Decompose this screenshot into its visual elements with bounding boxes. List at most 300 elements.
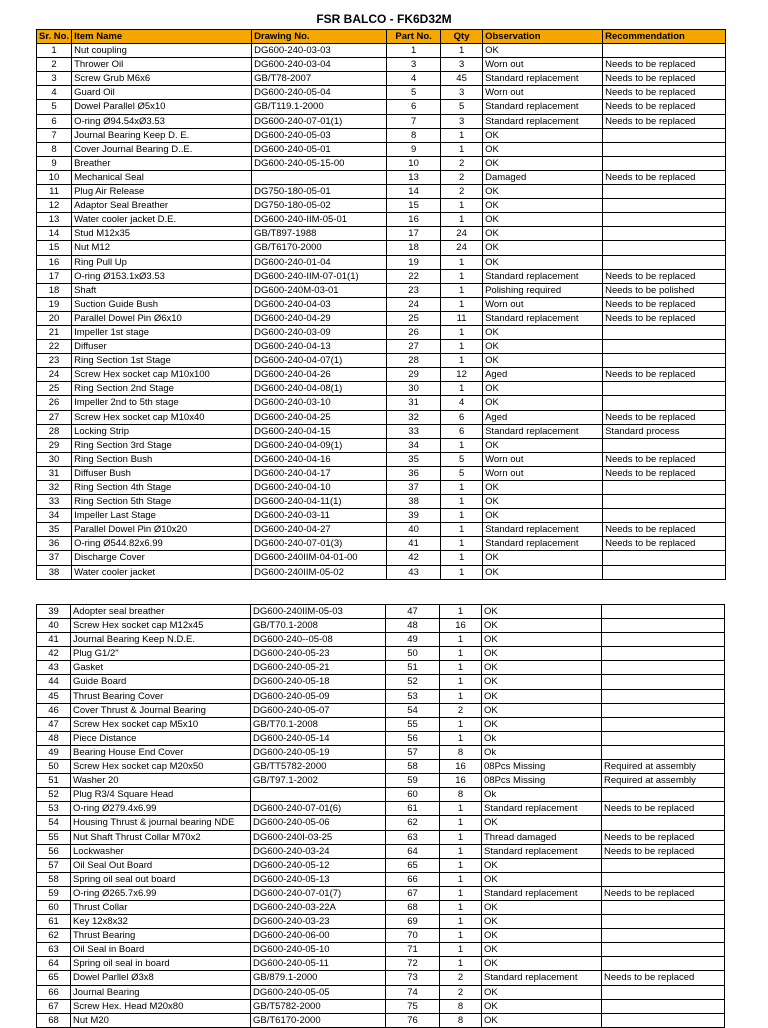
sr-no-cell: 30 bbox=[37, 452, 72, 466]
item-name-cell: Screw Hex. Head M20x80 bbox=[71, 999, 251, 1013]
observation-cell: Aged bbox=[483, 368, 603, 382]
drawing-no-cell: DG600-240M-03-01 bbox=[252, 283, 387, 297]
drawing-no-cell: DG600-240-03-03 bbox=[252, 44, 387, 58]
table-row bbox=[37, 717, 725, 731]
part-no-cell: 24 bbox=[387, 297, 441, 311]
qty-cell: 2 bbox=[441, 156, 483, 170]
item-name-cell: Suction Guide Bush bbox=[72, 297, 252, 311]
sr-no-cell: 20 bbox=[37, 311, 72, 325]
sr-no-cell: 4 bbox=[37, 86, 72, 100]
item-name-cell: Thrust Bearing Cover bbox=[71, 689, 251, 703]
table-row bbox=[37, 703, 725, 717]
item-name-cell: Journal Bearing Keep N.D.E. bbox=[71, 633, 251, 647]
table-row bbox=[37, 255, 726, 269]
item-name-cell: Impeller 2nd to 5th stage bbox=[72, 396, 252, 410]
observation-cell: OK bbox=[482, 816, 602, 830]
part-no-cell: 1 bbox=[387, 44, 441, 58]
part-no-cell: 53 bbox=[386, 689, 440, 703]
qty-cell: 2 bbox=[441, 170, 483, 184]
qty-cell: 1 bbox=[440, 900, 482, 914]
sr-no-cell: 47 bbox=[37, 717, 71, 731]
recommendation-cell bbox=[602, 703, 725, 717]
sr-no-cell: 55 bbox=[37, 830, 71, 844]
sr-no-cell: 27 bbox=[37, 410, 72, 424]
sr-no-cell: 48 bbox=[37, 731, 71, 745]
part-no-cell: 43 bbox=[387, 565, 441, 579]
drawing-no-cell: DG600-240-05-12 bbox=[251, 858, 386, 872]
observation-cell: Thread damaged bbox=[482, 830, 602, 844]
recommendation-cell bbox=[603, 551, 726, 565]
sr-no-cell: 44 bbox=[37, 675, 71, 689]
observation-cell: Damaged bbox=[483, 170, 603, 184]
part-no-cell: 75 bbox=[386, 999, 440, 1013]
part-no-cell: 4 bbox=[387, 72, 441, 86]
header-qty: Qty bbox=[441, 30, 483, 44]
sr-no-cell: 19 bbox=[37, 297, 72, 311]
drawing-no-cell: DG600-240-05-15-00 bbox=[252, 156, 387, 170]
drawing-no-cell: DG600-240-03-10 bbox=[252, 396, 387, 410]
parts-table-top bbox=[36, 29, 726, 580]
observation-cell: OK bbox=[483, 199, 603, 213]
drawing-no-cell: DG600-240-05-09 bbox=[251, 689, 386, 703]
observation-cell: OK bbox=[483, 481, 603, 495]
part-no-cell: 29 bbox=[387, 368, 441, 382]
recommendation-cell bbox=[603, 185, 726, 199]
item-name-cell: O-ring Ø94.54xØ3.53 bbox=[72, 114, 252, 128]
table-row bbox=[37, 311, 726, 325]
observation-cell: OK bbox=[483, 551, 603, 565]
item-name-cell: Stud M12x35 bbox=[72, 227, 252, 241]
part-no-cell: 35 bbox=[387, 452, 441, 466]
item-name-cell: Bearing House End Cover bbox=[71, 745, 251, 759]
observation-cell: Standard replacement bbox=[483, 114, 603, 128]
table-header-row bbox=[37, 30, 726, 44]
sr-no-cell: 45 bbox=[37, 689, 71, 703]
sr-no-cell: 43 bbox=[37, 661, 71, 675]
observation-cell: OK bbox=[483, 340, 603, 354]
recommendation-cell: Needs to be replaced bbox=[603, 297, 726, 311]
item-name-cell: Screw Hex socket cap M20x50 bbox=[71, 760, 251, 774]
item-name-cell: Nut Shaft Thrust Collar M70x2 bbox=[71, 830, 251, 844]
table-row bbox=[37, 830, 725, 844]
header-drawing-no: Drawing No. bbox=[252, 30, 387, 44]
sr-no-cell: 40 bbox=[37, 619, 71, 633]
drawing-no-cell: DG600-240-04-10 bbox=[252, 481, 387, 495]
drawing-no-cell: DG600-240IIM-05-02 bbox=[252, 565, 387, 579]
item-name-cell: Dowel Parllel Ø3x8 bbox=[71, 971, 251, 985]
drawing-no-cell: GB/879.1-2000 bbox=[251, 971, 386, 985]
qty-cell: 1 bbox=[440, 830, 482, 844]
table-row bbox=[37, 354, 726, 368]
qty-cell: 8 bbox=[440, 788, 482, 802]
item-name-cell: Thrower Oil bbox=[72, 58, 252, 72]
table-row bbox=[37, 44, 726, 58]
observation-cell: Standard replacement bbox=[483, 269, 603, 283]
item-name-cell: Cover Thrust & Journal Bearing bbox=[71, 703, 251, 717]
recommendation-cell: Needs to be replaced bbox=[602, 886, 725, 900]
drawing-no-cell: DG600-240-03-23 bbox=[251, 915, 386, 929]
drawing-no-cell: DG600-240-04-13 bbox=[252, 340, 387, 354]
qty-cell: 8 bbox=[440, 999, 482, 1013]
part-no-cell: 47 bbox=[386, 605, 440, 619]
drawing-no-cell: DG600-240-04-16 bbox=[252, 452, 387, 466]
drawing-no-cell: DG600-240I-03-25 bbox=[251, 830, 386, 844]
table-row bbox=[37, 199, 726, 213]
part-no-cell: 9 bbox=[387, 142, 441, 156]
drawing-no-cell: GB/T897-1988 bbox=[252, 227, 387, 241]
drawing-no-cell: DG600-240--05-08 bbox=[251, 633, 386, 647]
table-row bbox=[37, 943, 725, 957]
qty-cell: 2 bbox=[440, 985, 482, 999]
sr-no-cell: 66 bbox=[37, 985, 71, 999]
drawing-no-cell: DG600-240-03-22A bbox=[251, 900, 386, 914]
part-no-cell: 63 bbox=[386, 830, 440, 844]
part-no-cell: 8 bbox=[387, 128, 441, 142]
recommendation-cell bbox=[602, 999, 725, 1013]
drawing-no-cell: DG600-240-06-00 bbox=[251, 929, 386, 943]
observation-cell: OK bbox=[482, 999, 602, 1013]
part-no-cell: 64 bbox=[386, 844, 440, 858]
observation-cell: OK bbox=[483, 213, 603, 227]
table-row bbox=[37, 745, 725, 759]
observation-cell: Standard replacement bbox=[483, 523, 603, 537]
part-no-cell: 48 bbox=[386, 619, 440, 633]
parts-table-top-body bbox=[37, 44, 726, 580]
recommendation-cell bbox=[602, 731, 725, 745]
observation-cell: OK bbox=[482, 915, 602, 929]
table-row bbox=[37, 269, 726, 283]
recommendation-cell bbox=[602, 900, 725, 914]
recommendation-cell bbox=[602, 929, 725, 943]
recommendation-cell: Needs to be replaced bbox=[603, 466, 726, 480]
table-row bbox=[37, 325, 726, 339]
recommendation-cell: Needs to be replaced bbox=[603, 114, 726, 128]
qty-cell: 1 bbox=[441, 495, 483, 509]
item-name-cell: Gasket bbox=[71, 661, 251, 675]
observation-cell: OK bbox=[482, 619, 602, 633]
observation-cell: OK bbox=[483, 565, 603, 579]
sr-no-cell: 8 bbox=[37, 142, 72, 156]
table-row bbox=[37, 297, 726, 311]
recommendation-cell: Needs to be polished bbox=[603, 283, 726, 297]
observation-cell: OK bbox=[483, 44, 603, 58]
part-no-cell: 40 bbox=[387, 523, 441, 537]
table-row bbox=[37, 72, 726, 86]
recommendation-cell bbox=[602, 745, 725, 759]
sr-no-cell: 31 bbox=[37, 466, 72, 480]
drawing-no-cell: DG600-240-05-07 bbox=[251, 703, 386, 717]
qty-cell: 4 bbox=[441, 396, 483, 410]
sr-no-cell: 62 bbox=[37, 929, 71, 943]
header-part-no: Part No. bbox=[387, 30, 441, 44]
part-no-cell: 62 bbox=[386, 816, 440, 830]
observation-cell: OK bbox=[483, 185, 603, 199]
part-no-cell: 49 bbox=[386, 633, 440, 647]
item-name-cell: Screw Hex socket cap M10x40 bbox=[72, 410, 252, 424]
item-name-cell: Ring Section 1st Stage bbox=[72, 354, 252, 368]
sr-no-cell: 51 bbox=[37, 774, 71, 788]
item-name-cell: Ring Section Bush bbox=[72, 452, 252, 466]
recommendation-cell: Needs to be replaced bbox=[603, 86, 726, 100]
item-name-cell: O-ring Ø153.1xØ3.53 bbox=[72, 269, 252, 283]
recommendation-cell: Needs to be replaced bbox=[603, 311, 726, 325]
sr-no-cell: 56 bbox=[37, 844, 71, 858]
part-no-cell: 42 bbox=[387, 551, 441, 565]
item-name-cell: Spring oil seal in board bbox=[71, 957, 251, 971]
recommendation-cell: Needs to be replaced bbox=[602, 971, 725, 985]
sr-no-cell: 11 bbox=[37, 185, 72, 199]
item-name-cell: Screw Grub M6x6 bbox=[72, 72, 252, 86]
recommendation-cell bbox=[602, 788, 725, 802]
observation-cell: OK bbox=[483, 354, 603, 368]
recommendation-cell bbox=[602, 605, 725, 619]
recommendation-cell bbox=[602, 717, 725, 731]
qty-cell: 1 bbox=[441, 213, 483, 227]
part-no-cell: 65 bbox=[386, 858, 440, 872]
observation-cell: OK bbox=[483, 156, 603, 170]
qty-cell: 1 bbox=[440, 647, 482, 661]
qty-cell: 1 bbox=[440, 844, 482, 858]
drawing-no-cell bbox=[251, 788, 386, 802]
part-no-cell: 27 bbox=[387, 340, 441, 354]
qty-cell: 3 bbox=[441, 86, 483, 100]
observation-cell: OK bbox=[483, 396, 603, 410]
item-name-cell: Washer 20 bbox=[71, 774, 251, 788]
recommendation-cell bbox=[603, 565, 726, 579]
part-no-cell: 23 bbox=[387, 283, 441, 297]
part-no-cell: 17 bbox=[387, 227, 441, 241]
table-row bbox=[37, 731, 725, 745]
sr-no-cell: 61 bbox=[37, 915, 71, 929]
drawing-no-cell bbox=[252, 170, 387, 184]
recommendation-cell: Needs to be replaced bbox=[603, 452, 726, 466]
table-row bbox=[37, 128, 726, 142]
drawing-no-cell: DG600-240-04-29 bbox=[252, 311, 387, 325]
item-name-cell: Lockwasher bbox=[71, 844, 251, 858]
table-row bbox=[37, 537, 726, 551]
recommendation-cell bbox=[602, 661, 725, 675]
part-no-cell: 72 bbox=[386, 957, 440, 971]
qty-cell: 5 bbox=[441, 452, 483, 466]
drawing-no-cell: DG750-180-05-01 bbox=[252, 185, 387, 199]
recommendation-cell bbox=[602, 957, 725, 971]
recommendation-cell bbox=[603, 227, 726, 241]
sr-no-cell: 25 bbox=[37, 382, 72, 396]
table-row bbox=[37, 774, 725, 788]
recommendation-cell bbox=[603, 396, 726, 410]
drawing-no-cell: DG600-240-04-25 bbox=[252, 410, 387, 424]
sr-no-cell: 7 bbox=[37, 128, 72, 142]
qty-cell: 1 bbox=[440, 731, 482, 745]
drawing-no-cell: GB/T78-2007 bbox=[252, 72, 387, 86]
item-name-cell: Thrust Collar bbox=[71, 900, 251, 914]
qty-cell: 1 bbox=[440, 633, 482, 647]
observation-cell: OK bbox=[483, 142, 603, 156]
qty-cell: 8 bbox=[440, 1013, 482, 1027]
item-name-cell: Mechanical Seal bbox=[72, 170, 252, 184]
sr-no-cell: 12 bbox=[37, 199, 72, 213]
part-no-cell: 28 bbox=[387, 354, 441, 368]
table-row bbox=[37, 985, 725, 999]
drawing-no-cell: DG600-240-05-01 bbox=[252, 142, 387, 156]
sr-no-cell: 2 bbox=[37, 58, 72, 72]
qty-cell: 1 bbox=[441, 297, 483, 311]
table-row bbox=[37, 647, 725, 661]
part-no-cell: 36 bbox=[387, 466, 441, 480]
qty-cell: 1 bbox=[440, 929, 482, 943]
sr-no-cell: 41 bbox=[37, 633, 71, 647]
sr-no-cell: 18 bbox=[37, 283, 72, 297]
observation-cell: Standard replacement bbox=[483, 537, 603, 551]
qty-cell: 1 bbox=[441, 354, 483, 368]
observation-cell: OK bbox=[482, 1013, 602, 1027]
drawing-no-cell: DG600-240-04-17 bbox=[252, 466, 387, 480]
sr-no-cell: 9 bbox=[37, 156, 72, 170]
item-name-cell: Shaft bbox=[72, 283, 252, 297]
observation-cell: OK bbox=[483, 509, 603, 523]
sr-no-cell: 14 bbox=[37, 227, 72, 241]
recommendation-cell bbox=[602, 647, 725, 661]
part-no-cell: 52 bbox=[386, 675, 440, 689]
item-name-cell: Diffuser bbox=[72, 340, 252, 354]
recommendation-cell bbox=[603, 325, 726, 339]
qty-cell: 5 bbox=[441, 100, 483, 114]
table-row bbox=[37, 886, 725, 900]
part-no-cell: 76 bbox=[386, 1013, 440, 1027]
table-row bbox=[37, 509, 726, 523]
drawing-no-cell: DG600-240-01-04 bbox=[252, 255, 387, 269]
drawing-no-cell: DG600-240IIM-05-03 bbox=[251, 605, 386, 619]
drawing-no-cell: DG600-240-05-04 bbox=[252, 86, 387, 100]
observation-cell: OK bbox=[483, 255, 603, 269]
item-name-cell: Nut M12 bbox=[72, 241, 252, 255]
table-row bbox=[37, 340, 726, 354]
table-row bbox=[37, 675, 725, 689]
recommendation-cell bbox=[602, 633, 725, 647]
part-no-cell: 38 bbox=[387, 495, 441, 509]
drawing-no-cell: GB/T6170-2000 bbox=[251, 1013, 386, 1027]
table-row bbox=[37, 396, 726, 410]
observation-cell: Ok bbox=[482, 745, 602, 759]
table-row bbox=[37, 227, 726, 241]
item-name-cell: Ring Section 3rd Stage bbox=[72, 438, 252, 452]
observation-cell: 08Pcs Missing bbox=[482, 774, 602, 788]
qty-cell: 1 bbox=[440, 802, 482, 816]
qty-cell: 2 bbox=[440, 703, 482, 717]
sr-no-cell: 29 bbox=[37, 438, 72, 452]
table-row bbox=[37, 565, 726, 579]
part-no-cell: 69 bbox=[386, 915, 440, 929]
table-row bbox=[37, 816, 725, 830]
recommendation-cell bbox=[603, 142, 726, 156]
observation-cell: OK bbox=[483, 227, 603, 241]
parts-table-bottom-body bbox=[37, 605, 725, 1028]
table-row bbox=[37, 452, 726, 466]
part-no-cell: 33 bbox=[387, 424, 441, 438]
observation-cell: Standard replacement bbox=[482, 802, 602, 816]
drawing-no-cell: DG600-240-05-03 bbox=[252, 128, 387, 142]
part-no-cell: 26 bbox=[387, 325, 441, 339]
item-name-cell: Locking Strip bbox=[72, 424, 252, 438]
part-no-cell: 57 bbox=[386, 745, 440, 759]
sr-no-cell: 52 bbox=[37, 788, 71, 802]
observation-cell: Worn out bbox=[483, 452, 603, 466]
table-row bbox=[37, 1013, 725, 1027]
observation-cell: Aged bbox=[483, 410, 603, 424]
qty-cell: 12 bbox=[441, 368, 483, 382]
observation-cell: OK bbox=[482, 858, 602, 872]
header-observation: Observation bbox=[483, 30, 603, 44]
recommendation-cell bbox=[603, 340, 726, 354]
drawing-no-cell: DG600-240IIM-04-01-00 bbox=[252, 551, 387, 565]
item-name-cell: Cover Journal Bearing D..E. bbox=[72, 142, 252, 156]
sr-no-cell: 42 bbox=[37, 647, 71, 661]
observation-cell: OK bbox=[482, 647, 602, 661]
observation-cell: OK bbox=[482, 633, 602, 647]
qty-cell: 2 bbox=[440, 971, 482, 985]
table-row bbox=[37, 114, 726, 128]
recommendation-cell bbox=[603, 213, 726, 227]
observation-cell: Worn out bbox=[483, 466, 603, 480]
sr-no-cell: 21 bbox=[37, 325, 72, 339]
part-no-cell: 22 bbox=[387, 269, 441, 283]
recommendation-cell bbox=[602, 943, 725, 957]
part-no-cell: 31 bbox=[387, 396, 441, 410]
sr-no-cell: 46 bbox=[37, 703, 71, 717]
table-row bbox=[37, 929, 725, 943]
drawing-no-cell: DG600-240-04-07(1) bbox=[252, 354, 387, 368]
part-no-cell: 19 bbox=[387, 255, 441, 269]
drawing-no-cell: GB/T5782-2000 bbox=[251, 999, 386, 1013]
qty-cell: 1 bbox=[441, 523, 483, 537]
qty-cell: 1 bbox=[441, 481, 483, 495]
part-no-cell: 39 bbox=[387, 509, 441, 523]
item-name-cell: Adaptor Seal Breather bbox=[72, 199, 252, 213]
parts-table-bottom bbox=[36, 604, 725, 1028]
table-row bbox=[37, 481, 726, 495]
item-name-cell: Nut M20 bbox=[71, 1013, 251, 1027]
sr-no-cell: 35 bbox=[37, 523, 72, 537]
observation-cell: Ok bbox=[482, 788, 602, 802]
table-row bbox=[37, 410, 726, 424]
table-row bbox=[37, 170, 726, 184]
observation-cell: OK bbox=[482, 985, 602, 999]
observation-cell: Standard replacement bbox=[482, 844, 602, 858]
drawing-no-cell: DG600-240-04-09(1) bbox=[252, 438, 387, 452]
qty-cell: 1 bbox=[440, 943, 482, 957]
qty-cell: 6 bbox=[441, 424, 483, 438]
item-name-cell: Water cooler jacket D.E. bbox=[72, 213, 252, 227]
part-no-cell: 18 bbox=[387, 241, 441, 255]
sr-no-cell: 49 bbox=[37, 745, 71, 759]
qty-cell: 8 bbox=[440, 745, 482, 759]
observation-cell: OK bbox=[483, 495, 603, 509]
item-name-cell: O-ring Ø265.7x6.99 bbox=[71, 886, 251, 900]
qty-cell: 1 bbox=[440, 816, 482, 830]
sr-no-cell: 6 bbox=[37, 114, 72, 128]
part-no-cell: 56 bbox=[386, 731, 440, 745]
recommendation-cell: Needs to be replaced bbox=[602, 830, 725, 844]
qty-cell: 1 bbox=[441, 551, 483, 565]
table-row bbox=[37, 382, 726, 396]
table-row bbox=[37, 156, 726, 170]
observation-cell: Standard replacement bbox=[483, 100, 603, 114]
recommendation-cell bbox=[602, 985, 725, 999]
sr-no-cell: 5 bbox=[37, 100, 72, 114]
sr-no-cell: 26 bbox=[37, 396, 72, 410]
part-no-cell: 73 bbox=[386, 971, 440, 985]
sr-no-cell: 13 bbox=[37, 213, 72, 227]
